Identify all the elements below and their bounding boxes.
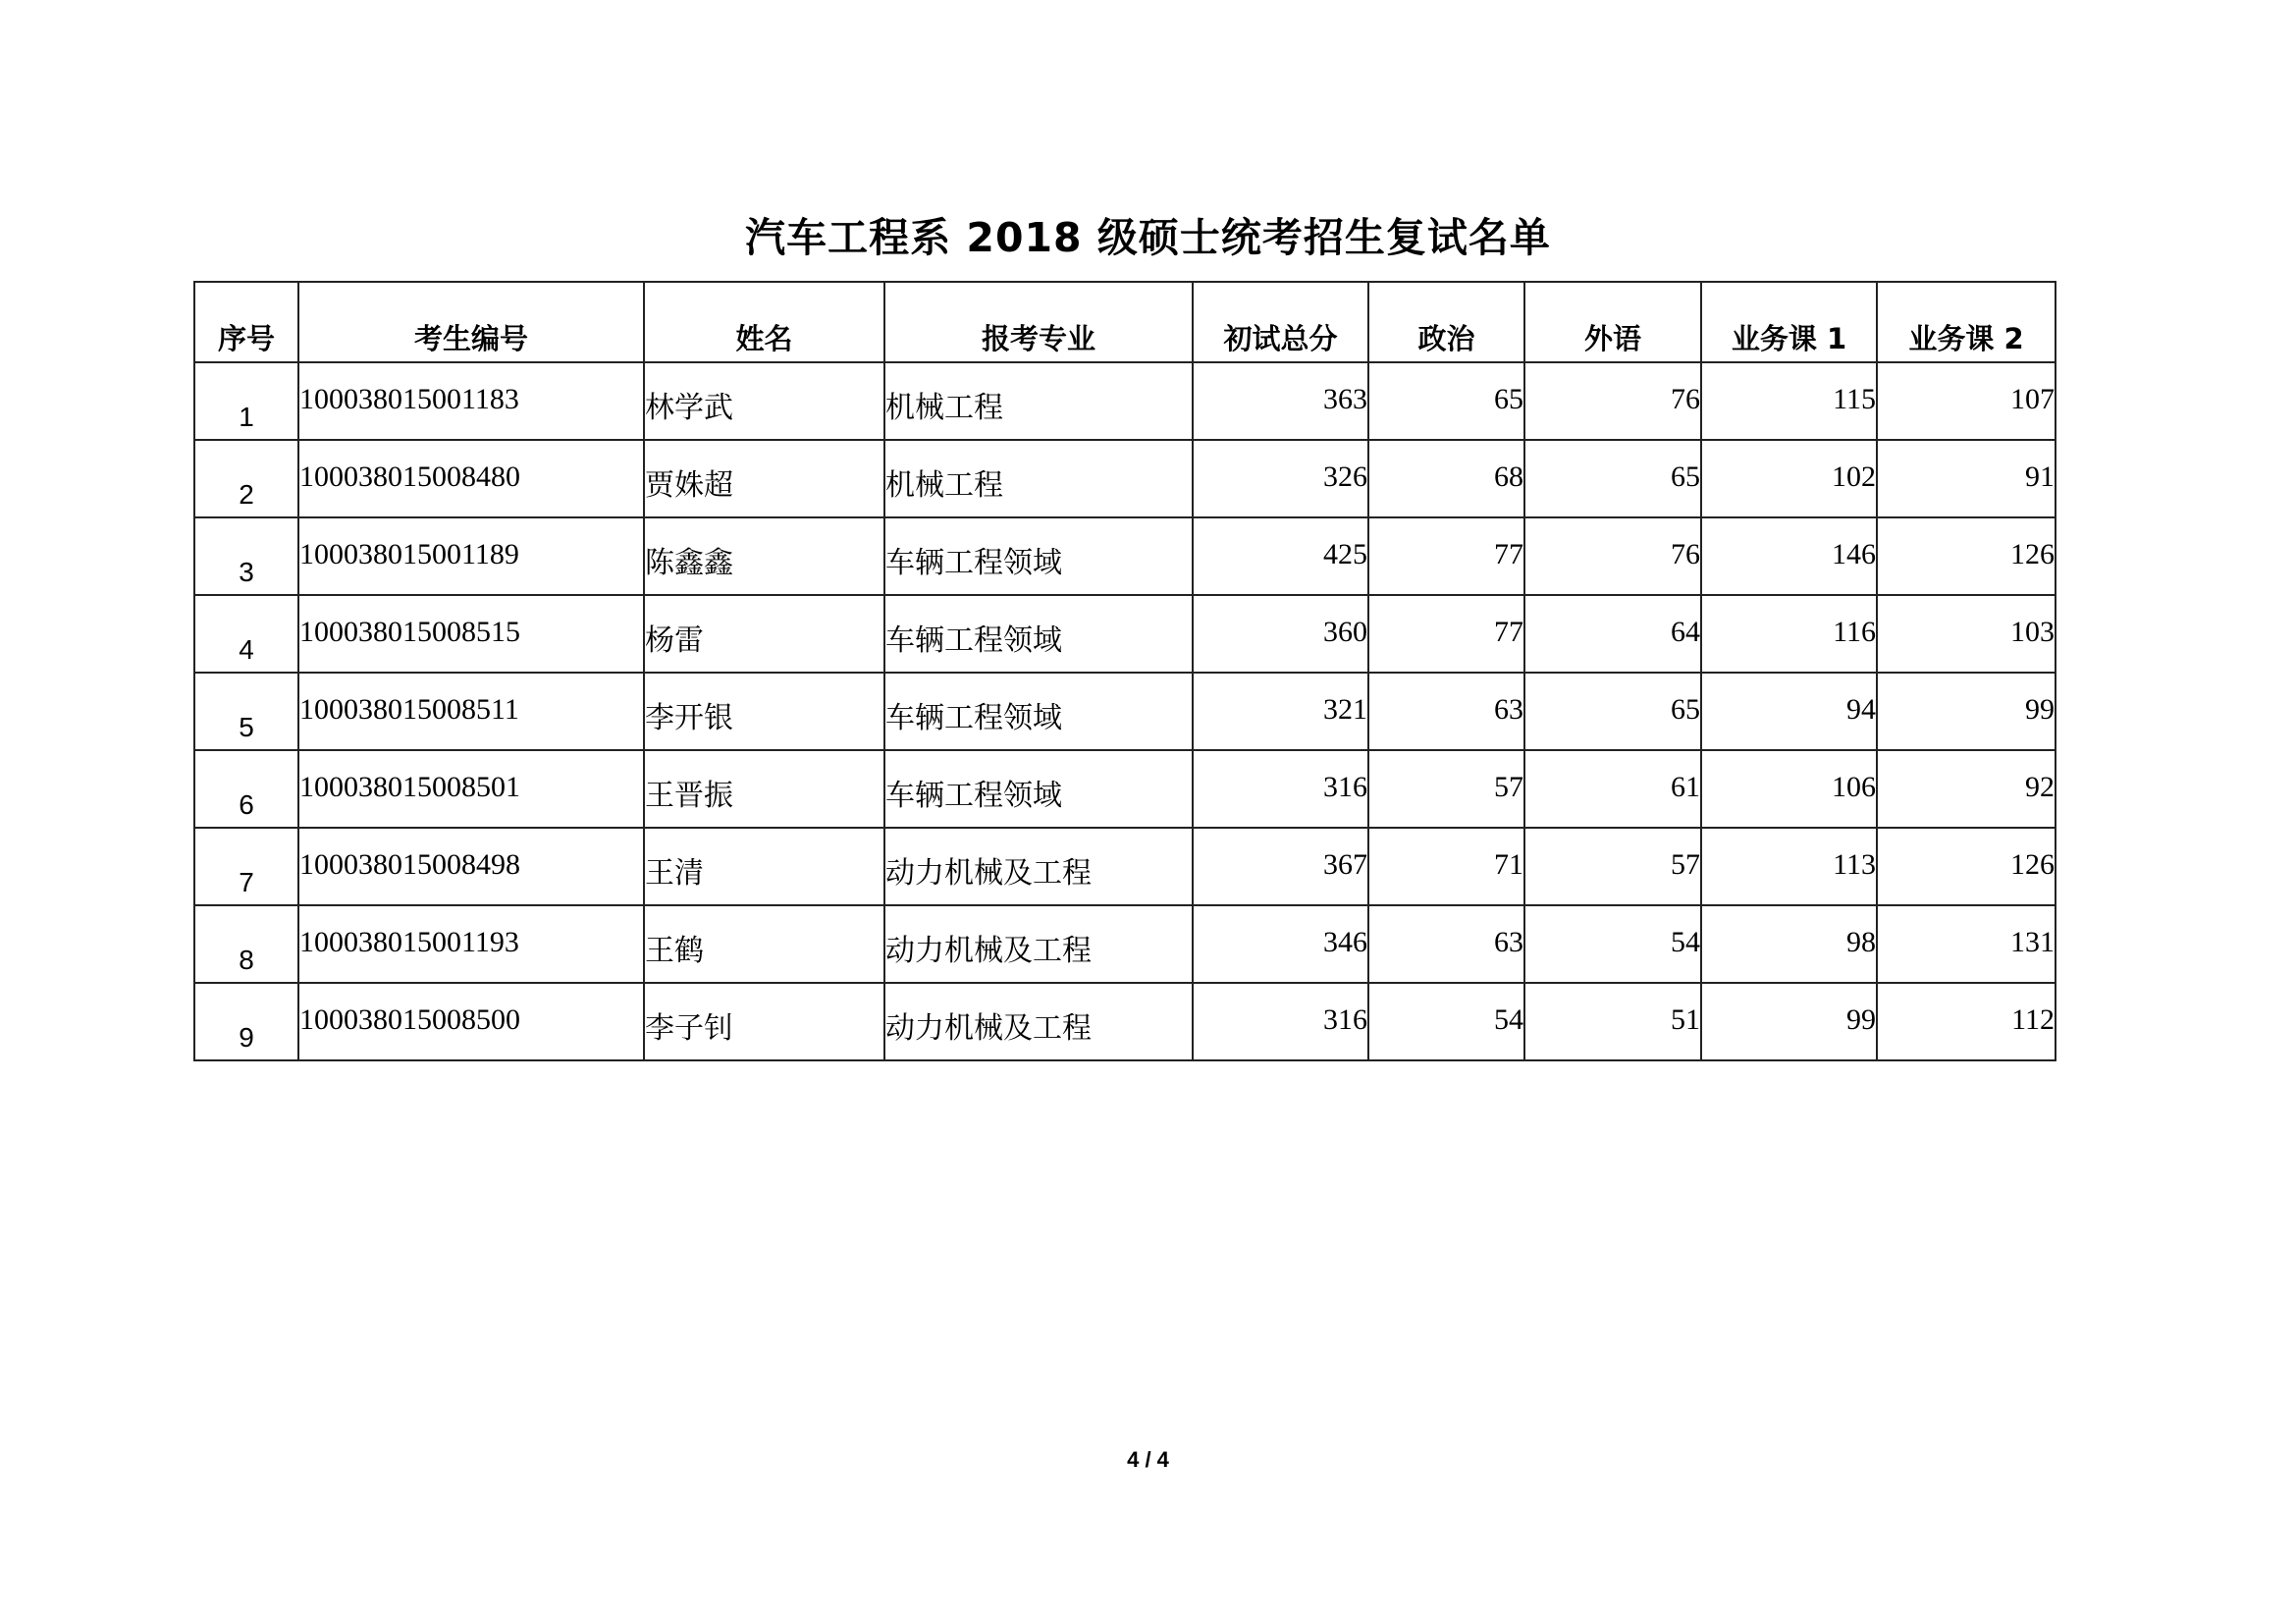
cell-foreign-language: 54 — [1524, 905, 1701, 983]
page-title: 汽车工程系 2018 级硕士统考招生复试名单 — [745, 214, 1551, 261]
header-candidate-id: 考生编号 — [298, 282, 644, 362]
cell-course-2: 92 — [1877, 750, 2056, 828]
header-politics: 政治 — [1368, 282, 1524, 362]
header-course-1: 业务课 1 — [1701, 282, 1877, 362]
cell-seq: 1 — [194, 362, 298, 440]
header-major: 报考专业 — [884, 282, 1193, 362]
cell-foreign-language: 65 — [1524, 440, 1701, 517]
page-number: 4 / 4 — [1127, 1447, 1169, 1472]
cell-politics: 77 — [1368, 517, 1524, 595]
cell-major: 动力机械及工程 — [884, 905, 1193, 983]
cell-course-1: 98 — [1701, 905, 1877, 983]
cell-seq: 5 — [194, 673, 298, 750]
cell-course-2: 126 — [1877, 828, 2056, 905]
cell-major: 动力机械及工程 — [884, 828, 1193, 905]
candidate-table — [193, 281, 2056, 1061]
cell-seq: 9 — [194, 983, 298, 1060]
cell-course-2: 91 — [1877, 440, 2056, 517]
cell-name: 王鹤 — [644, 905, 884, 983]
table-row — [194, 905, 2056, 983]
cell-course-1: 146 — [1701, 517, 1877, 595]
cell-major: 车辆工程领域 — [884, 673, 1193, 750]
cell-total-score: 346 — [1193, 905, 1368, 983]
cell-total-score: 363 — [1193, 362, 1368, 440]
cell-foreign-language: 64 — [1524, 595, 1701, 673]
cell-foreign-language: 65 — [1524, 673, 1701, 750]
cell-name: 陈鑫鑫 — [644, 517, 884, 595]
cell-major: 机械工程 — [884, 362, 1193, 440]
cell-name: 贾姝超 — [644, 440, 884, 517]
cell-course-1: 116 — [1701, 595, 1877, 673]
cell-candidate-id: 100038015008500 — [298, 983, 644, 1060]
header-seq: 序号 — [194, 282, 298, 362]
cell-total-score: 326 — [1193, 440, 1368, 517]
header-foreign-language: 外语 — [1524, 282, 1701, 362]
header-name: 姓名 — [644, 282, 884, 362]
table-row — [194, 362, 2056, 440]
cell-politics: 63 — [1368, 905, 1524, 983]
table-header-row — [194, 282, 2056, 362]
cell-seq: 3 — [194, 517, 298, 595]
cell-total-score: 367 — [1193, 828, 1368, 905]
cell-total-score: 316 — [1193, 750, 1368, 828]
table-row — [194, 750, 2056, 828]
cell-politics: 54 — [1368, 983, 1524, 1060]
cell-name: 林学武 — [644, 362, 884, 440]
cell-seq: 2 — [194, 440, 298, 517]
cell-course-2: 131 — [1877, 905, 2056, 983]
cell-seq: 4 — [194, 595, 298, 673]
cell-candidate-id: 100038015008515 — [298, 595, 644, 673]
cell-candidate-id: 100038015001193 — [298, 905, 644, 983]
cell-course-2: 103 — [1877, 595, 2056, 673]
cell-major: 车辆工程领域 — [884, 595, 1193, 673]
cell-course-1: 113 — [1701, 828, 1877, 905]
header-course-2: 业务课 2 — [1877, 282, 2056, 362]
cell-course-2: 99 — [1877, 673, 2056, 750]
cell-major: 车辆工程领域 — [884, 750, 1193, 828]
cell-major: 动力机械及工程 — [884, 983, 1193, 1060]
cell-course-2: 112 — [1877, 983, 2056, 1060]
cell-foreign-language: 76 — [1524, 517, 1701, 595]
header-total-score: 初试总分 — [1193, 282, 1368, 362]
cell-major: 车辆工程领域 — [884, 517, 1193, 595]
cell-total-score: 316 — [1193, 983, 1368, 1060]
cell-politics: 71 — [1368, 828, 1524, 905]
cell-course-1: 99 — [1701, 983, 1877, 1060]
cell-course-2: 107 — [1877, 362, 2056, 440]
cell-foreign-language: 57 — [1524, 828, 1701, 905]
cell-name: 李开银 — [644, 673, 884, 750]
cell-course-1: 115 — [1701, 362, 1877, 440]
cell-course-2: 126 — [1877, 517, 2056, 595]
cell-seq: 7 — [194, 828, 298, 905]
cell-politics: 63 — [1368, 673, 1524, 750]
table-row — [194, 440, 2056, 517]
cell-candidate-id: 100038015001189 — [298, 517, 644, 595]
cell-total-score: 425 — [1193, 517, 1368, 595]
table-row — [194, 673, 2056, 750]
cell-candidate-id: 100038015008480 — [298, 440, 644, 517]
cell-total-score: 360 — [1193, 595, 1368, 673]
cell-name: 杨雷 — [644, 595, 884, 673]
cell-politics: 68 — [1368, 440, 1524, 517]
cell-politics: 77 — [1368, 595, 1524, 673]
cell-candidate-id: 100038015001183 — [298, 362, 644, 440]
cell-candidate-id: 100038015008498 — [298, 828, 644, 905]
cell-seq: 8 — [194, 905, 298, 983]
cell-foreign-language: 76 — [1524, 362, 1701, 440]
table-row — [194, 595, 2056, 673]
cell-seq: 6 — [194, 750, 298, 828]
cell-candidate-id: 100038015008511 — [298, 673, 644, 750]
cell-name: 李子钊 — [644, 983, 884, 1060]
cell-major: 机械工程 — [884, 440, 1193, 517]
cell-course-1: 106 — [1701, 750, 1877, 828]
cell-candidate-id: 100038015008501 — [298, 750, 644, 828]
cell-foreign-language: 61 — [1524, 750, 1701, 828]
table-row — [194, 983, 2056, 1060]
cell-politics: 65 — [1368, 362, 1524, 440]
cell-total-score: 321 — [1193, 673, 1368, 750]
cell-politics: 57 — [1368, 750, 1524, 828]
cell-course-1: 102 — [1701, 440, 1877, 517]
cell-course-1: 94 — [1701, 673, 1877, 750]
cell-name: 王晋振 — [644, 750, 884, 828]
table-row — [194, 828, 2056, 905]
cell-name: 王清 — [644, 828, 884, 905]
cell-foreign-language: 51 — [1524, 983, 1701, 1060]
table-row — [194, 517, 2056, 595]
